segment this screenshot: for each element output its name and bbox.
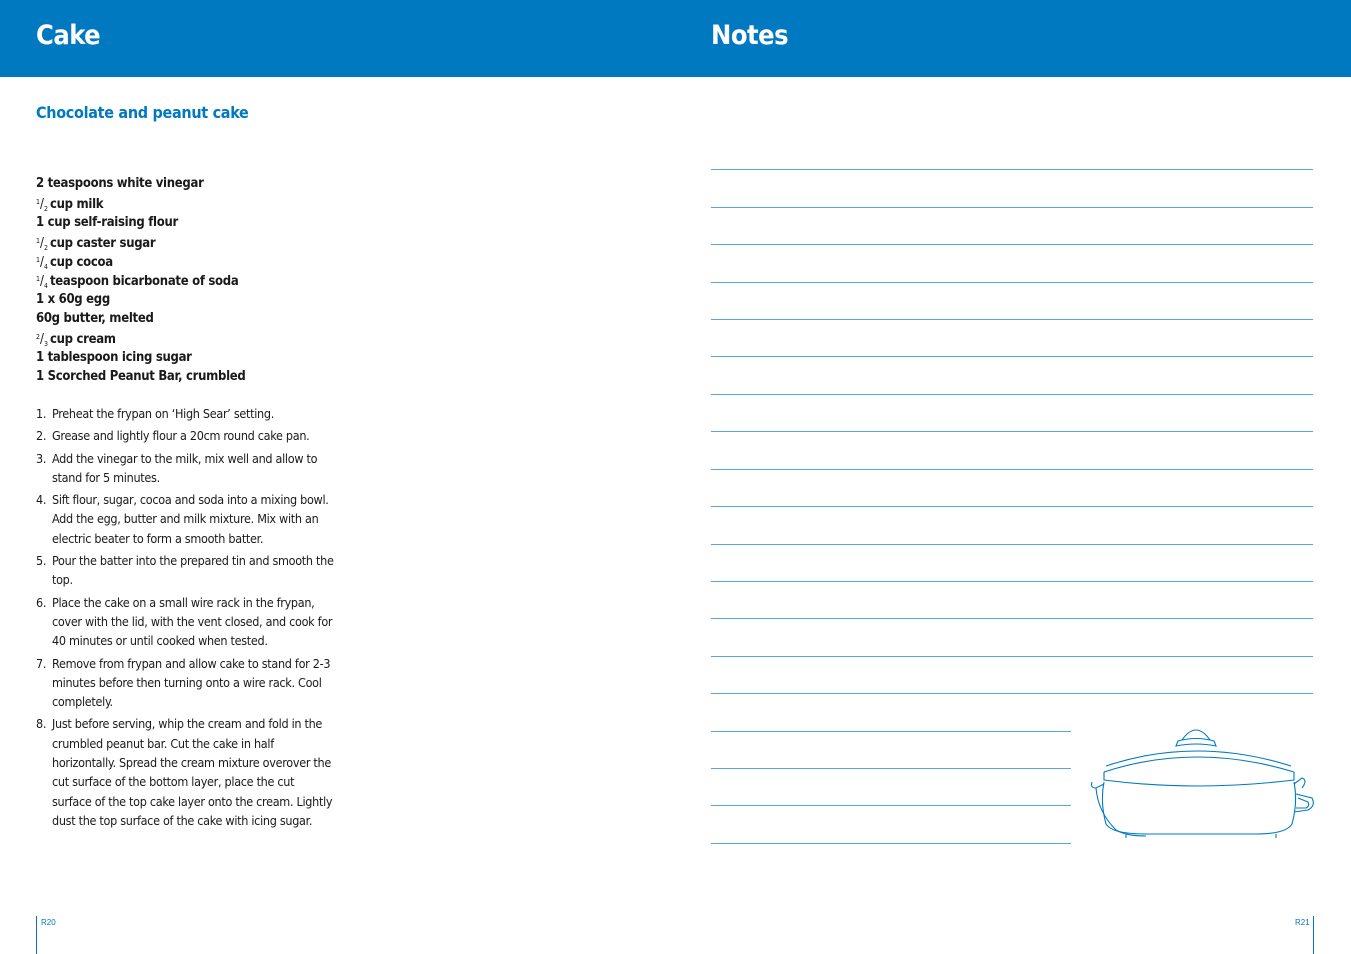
ingredient-fraction: $^1/_4$ <box>36 274 48 291</box>
notes-line <box>711 469 1313 470</box>
ingredient-text: 1 tablespoon icing sugar <box>36 349 192 365</box>
method-step <box>36 654 336 712</box>
notes-line <box>711 843 1071 844</box>
ingredient-item <box>36 232 246 251</box>
method-step <box>36 490 336 548</box>
notes-line <box>711 244 1313 245</box>
ingredient-item <box>36 367 246 386</box>
ingredient-item <box>36 309 246 328</box>
ingredient-item <box>36 213 246 232</box>
ingredient-text: teaspoon bicarbonate of soda <box>49 274 239 290</box>
ingredient-text: 60g butter, melted <box>36 311 154 327</box>
notes-line <box>711 618 1313 619</box>
method-step-text: Pour the batter into the prepared tin and smooth the top. <box>52 553 334 588</box>
ingredient-item <box>36 174 246 193</box>
ingredient-item <box>36 290 246 309</box>
ingredient-text: cup milk <box>49 197 104 213</box>
method-step-text: Just before serving, whip the cream and fold in the crumbled peanut bar. Cut the cake in half horizontally. Spread the cream mixture overover the cut surface of the bottom layer, place the cut surface of the top cake layer onto the cream. Lightly dust the top surface of the cake with icing sugar. <box>52 716 333 828</box>
ingredients-list <box>36 174 246 386</box>
notes-line <box>711 544 1313 545</box>
notes-line <box>711 693 1313 694</box>
notes-line <box>711 319 1313 320</box>
method-step-number: 3. <box>36 450 47 466</box>
notes-line <box>711 768 1071 769</box>
method-step-text: Grease and lightly flour a 20cm round cake pan. <box>52 428 310 444</box>
ingredient-fraction: $^1/_2$ <box>36 197 48 214</box>
ingredient-fraction: $^1/_2$ <box>36 235 48 252</box>
method-step-text: Sift flour, sugar, cocoa and soda into a mixing bowl. Add the egg, butter and milk mixture. Mix with an electric beater to form a smooth batter. <box>52 492 329 546</box>
notes-line <box>711 282 1313 283</box>
method-step <box>36 551 336 590</box>
ingredient-text: cup cocoa <box>49 255 113 271</box>
notes-line <box>711 356 1313 357</box>
page-number-right: R21 <box>1295 918 1310 927</box>
method-step <box>36 593 336 651</box>
left-folio-rule <box>36 916 37 954</box>
method-step-number: 6. <box>36 594 47 610</box>
notes-line <box>711 207 1313 208</box>
ingredient-item <box>36 251 246 270</box>
method-step-number: 7. <box>36 655 47 671</box>
notes-line <box>711 731 1071 732</box>
method-step-text: Remove from frypan and allow cake to stand for 2-3 minutes before then turning onto a wire rack. Cool completely. <box>52 655 331 710</box>
method-step <box>36 404 336 423</box>
ingredient-item <box>36 348 246 367</box>
notes-line <box>711 581 1313 582</box>
method-step-number: 1. <box>36 406 47 421</box>
method-step-number: 5. <box>36 553 47 569</box>
method-step <box>36 449 336 488</box>
ingredient-text: 2 teaspoons white vinegar <box>36 176 204 191</box>
method-step-text: Preheat the frypan on ‘High Sear’ setting. <box>52 406 274 421</box>
electric-frypan-icon <box>1086 722 1318 840</box>
notes-line <box>711 506 1313 507</box>
right-folio-rule <box>1313 916 1314 954</box>
recipe-title: Chocolate and peanut cake <box>36 103 249 122</box>
method-step-text: Place the cake on a small wire rack in the frypan, cover with the lid, with the vent closed, and cook for 40 minutes or until cooked when tested. <box>52 594 333 649</box>
ingredient-item <box>36 328 246 347</box>
ingredient-fraction: $^2/_3$ <box>36 332 48 349</box>
notes-line <box>711 394 1313 395</box>
page-title-left: Cake <box>36 20 101 51</box>
notes-line <box>711 431 1313 432</box>
ingredient-text: 1 x 60g egg <box>36 291 110 307</box>
ingredient-text: cup cream <box>49 332 116 348</box>
header-bar <box>0 0 1351 77</box>
method-step-number: 2. <box>36 428 47 444</box>
method-step <box>36 426 336 445</box>
page-title-right: Notes <box>711 20 789 51</box>
ingredient-text: cup caster sugar <box>49 235 156 251</box>
ingredient-fraction: $^1/_4$ <box>36 255 48 271</box>
ingredient-item <box>36 270 246 289</box>
ingredient-text: 1 Scorched Peanut Bar, crumbled <box>36 368 246 384</box>
method-step-number: 4. <box>36 492 47 508</box>
ingredient-item <box>36 193 246 212</box>
page-number-left: R20 <box>41 918 56 927</box>
notes-line <box>711 656 1313 657</box>
notes-line <box>711 805 1071 806</box>
method-step-text: Add the vinegar to the milk, mix well and allow to stand for 5 minutes. <box>52 450 318 485</box>
method-list <box>36 404 336 833</box>
ingredient-text: 1 cup self-raising flour <box>36 214 178 230</box>
method-step-number: 8. <box>36 716 47 732</box>
notes-line <box>711 169 1313 170</box>
method-step <box>36 714 336 830</box>
